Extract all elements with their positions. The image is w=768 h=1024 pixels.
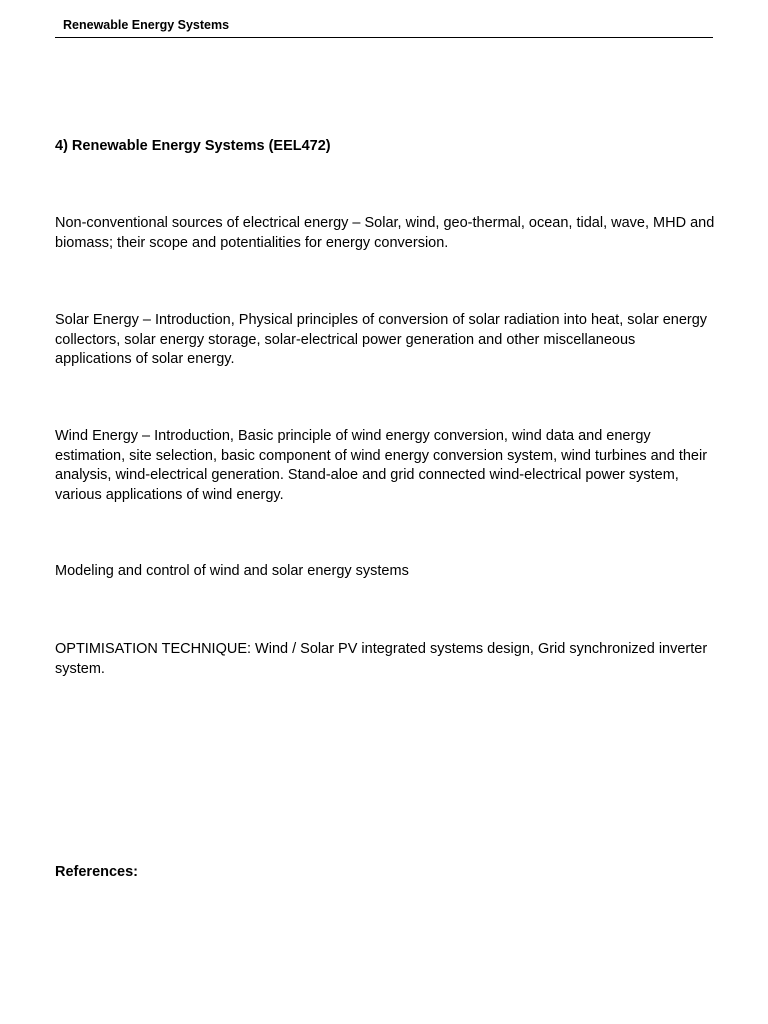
- running-header: [55, 16, 713, 38]
- paragraph-modeling-control: Modeling and control of wind and solar energy systems: [55, 563, 409, 579]
- references-heading: References:: [55, 864, 139, 880]
- running-header-title: Renewable Energy Systems: [63, 18, 230, 32]
- paragraph-optimisation-technique: OPTIMISATION TECHNIQUE: Wind / Solar PV integrated systems design, Grid synchronized inverter system.: [55, 641, 708, 677]
- paragraph-wind-energy: Wind Energy – Introduction, Basic principle of wind energy conversion, wind data and energy estimation, site selection, basic component of wind energy conversion system, wind turbines and their analysis, wind-electrical generation. Stand-aloe and grid connected wind-electrical power system, various applications of wind energy.: [55, 428, 708, 503]
- paragraph-energy-sources: Non-conventional sources of electrical energy – Solar, wind, geo-thermal, ocean, tidal, wave, MHD and biomass; their scope and potentialities for energy conversion.: [55, 215, 715, 251]
- paragraph-solar-energy: Solar Energy – Introduction, Physical principles of conversion of solar radiation into heat, solar energy collectors, solar energy storage, solar-electrical power generation and other miscellaneous applications of solar energy.: [55, 312, 708, 367]
- section-title: 4) Renewable Energy Systems (EEL472): [55, 138, 331, 154]
